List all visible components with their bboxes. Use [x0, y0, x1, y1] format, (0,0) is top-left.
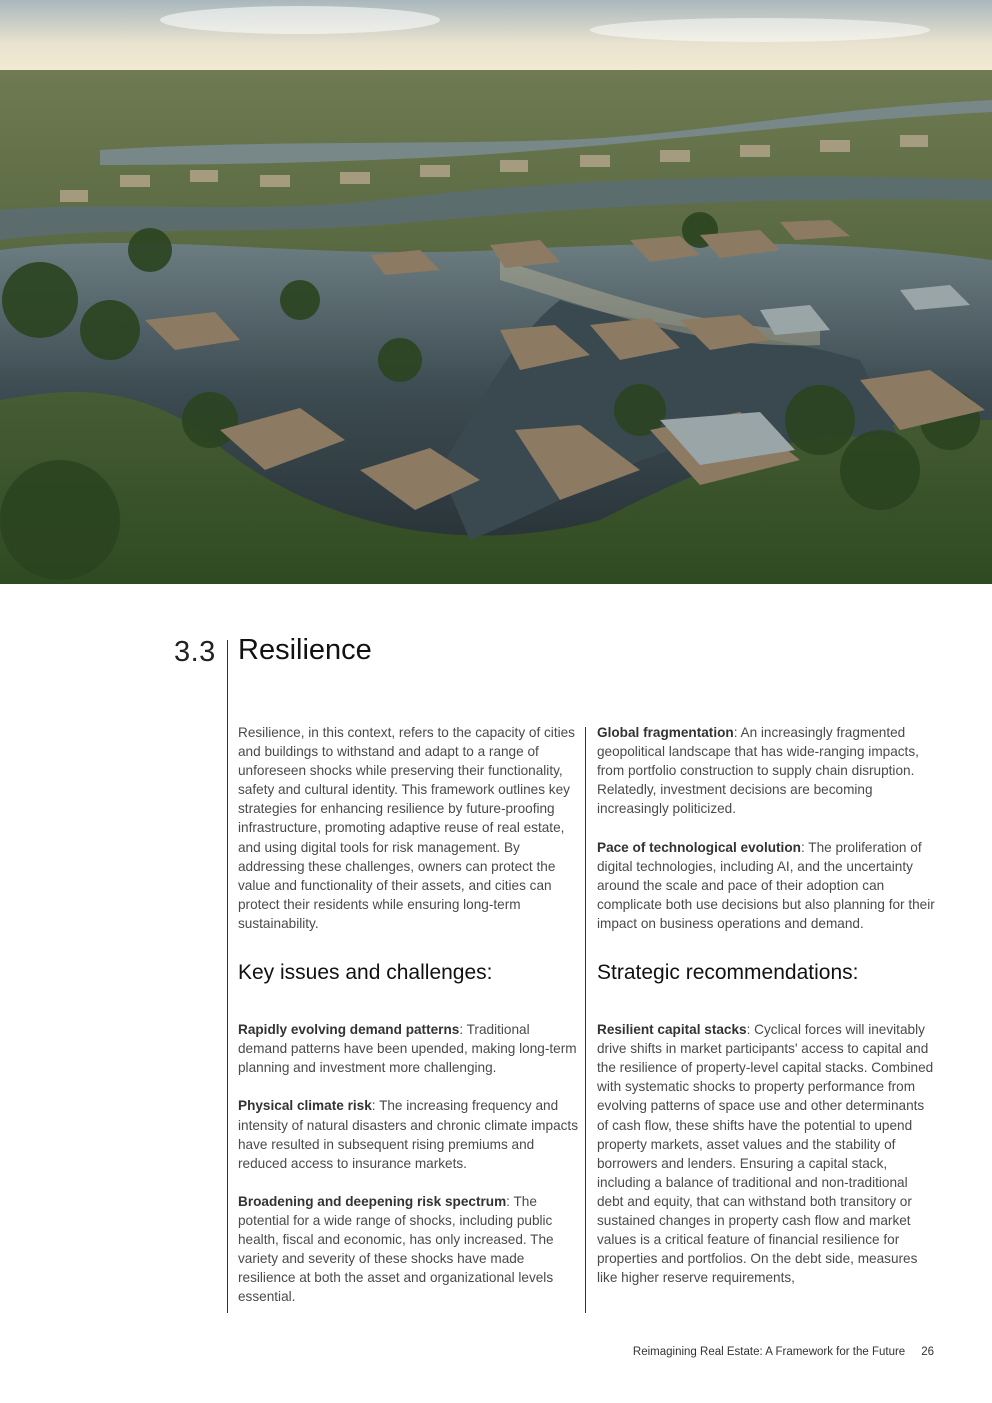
issue-item	[238, 1020, 578, 1077]
right-column	[597, 723, 937, 1306]
section-title: Resilience	[238, 634, 372, 666]
page-number: 26	[921, 1346, 934, 1358]
column-divider	[585, 727, 586, 1313]
issues-heading	[238, 960, 578, 986]
recommendations-heading	[597, 960, 937, 986]
hero-photo	[0, 0, 992, 584]
recommendation-item	[597, 1020, 937, 1287]
issue-title: Pace of technological evolution	[597, 839, 801, 855]
recommendation-text: : Cyclical forces will inevitably drive shifts in market participants' access to capital and the resilience of property-level capital stacks. Combined with systematic shocks to property performance from evolving patterns of space use and other determinants of cash flow, these shifts have the potential to upend property markets, asset values and the stability of borrowers and lenders. Ensuring a capital stack, including a balance of traditional and non-traditional debt and equity, that can withstand both transitory or sustained changes in property cash flow and market values is a critical feature of financial resilience for properties and portfolios. On the debt side, measures like higher reserve requirements,	[597, 1022, 934, 1286]
issue-item	[238, 1096, 578, 1172]
section-number: 3.3	[174, 636, 216, 668]
issue-title: Broadening and deepening risk spectrum	[238, 1193, 507, 1209]
issue-title: Physical climate risk	[238, 1098, 372, 1114]
section-divider	[227, 640, 228, 1313]
issue-text: : The potential for a wide range of shocks, including public health, fiscal and economic, has only increased. The variety and severity of these shocks have made resilience at both the asset and organizational levels essential.	[238, 1193, 554, 1305]
issue-title: Global fragmentation	[597, 725, 734, 740]
intro-paragraph: Resilience, in this context, refers to the capacity of cities and buildings to withstand and adapt to a range of unforeseen shocks while preserving their functionality, safety and cultural identity. This framework outlines key strategies for enhancing resilience by future-proofing infrastructure, promoting adaptive reuse of real estate, and using digital tools for risk management. By addressing these challenges, owners can protect the value and functionality of their assets, and cities can protect their residents while ensuring long-term sustainability.	[238, 725, 575, 931]
issue-item	[597, 838, 937, 933]
issue-text: : An increasingly fragmented geopolitical landscape that has wide-ranging impacts, from portfolio construction to supply chain disruption. Relatedly, investment decisions are becoming increasingly politicized.	[597, 725, 919, 817]
issue-item	[597, 723, 937, 818]
page-footer	[633, 1346, 934, 1358]
recommendations-heading-colon: :	[852, 961, 859, 985]
footer-title-rest: A Framework for the Future	[762, 1346, 906, 1358]
left-column	[238, 723, 578, 1326]
issue-text: : Traditional demand patterns have been upended, making long-term planning and investment more challenging.	[238, 1022, 577, 1076]
footer-title-bold: Reimagining Real Estate:	[632, 1346, 763, 1358]
issue-item	[238, 1192, 578, 1307]
issue-title: Rapidly evolving demand patterns	[238, 1022, 460, 1038]
issues-heading-text: Key issues and challenges	[238, 961, 487, 985]
issue-text: : The increasing frequency and intensity of natural disasters and chronic climate impacts have resulted in subsequent rising premiums and reduced access to insurance markets.	[238, 1098, 578, 1171]
aerial-flood-photo-icon	[0, 0, 992, 584]
recommendations-heading-text: Strategic recommendations	[597, 961, 853, 985]
issues-heading-colon: :	[486, 961, 493, 985]
issue-text: : The proliferation of digital technologies, including AI, and the uncertainty around the scale and pace of their adoption can complicate both use decisions but also planning for their impact on business operations and demand.	[597, 839, 935, 931]
recommendation-title: Resilient capital stacks	[597, 1022, 747, 1038]
